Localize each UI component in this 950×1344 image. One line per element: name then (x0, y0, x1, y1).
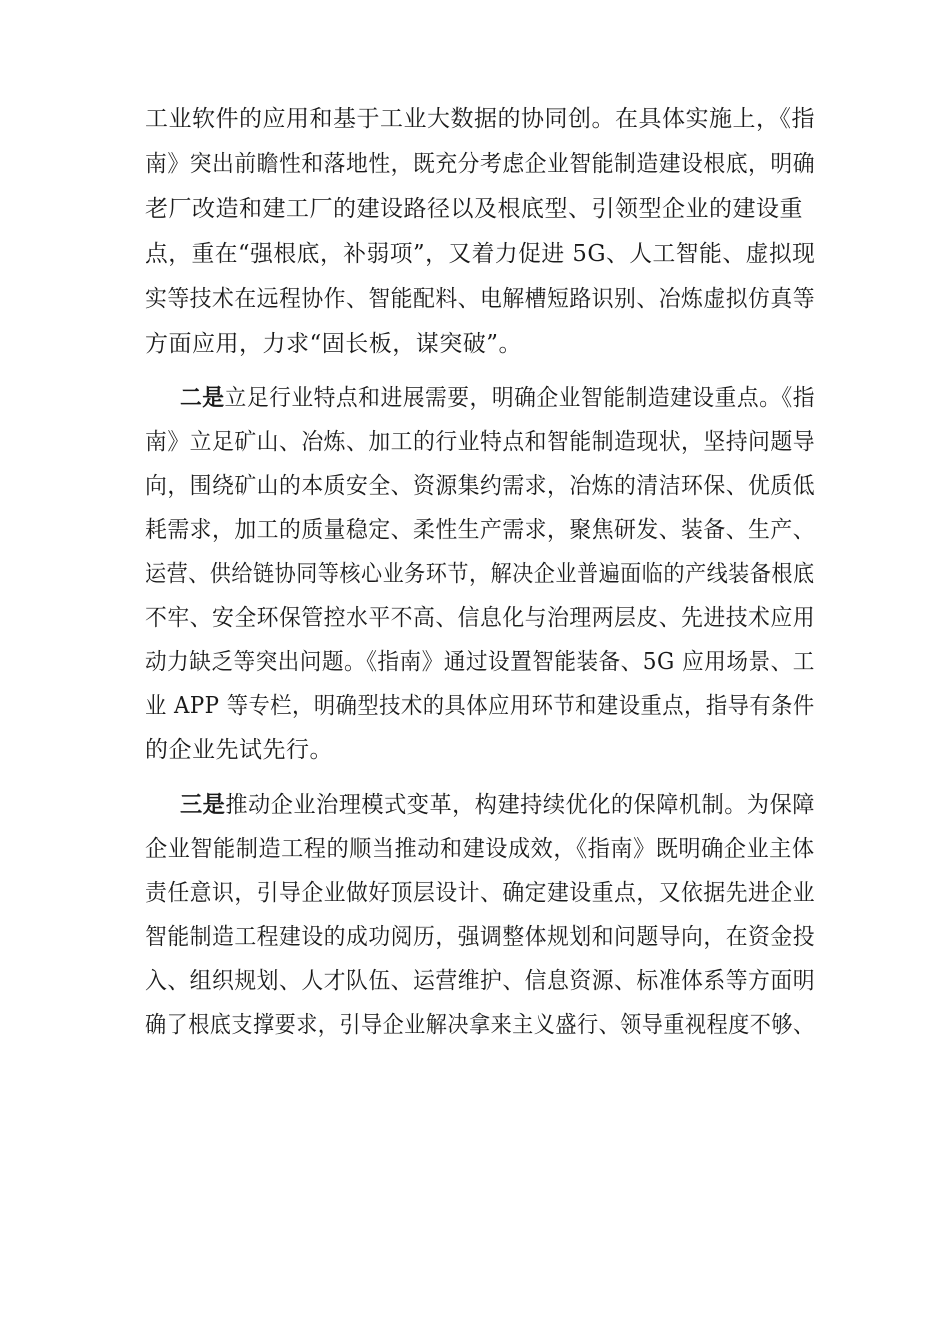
paragraph-2-line-4: 耗需求，加工的质量稳定、柔性生产需求，聚焦研发、装备、生产、 (145, 517, 816, 543)
paragraph-2-line-9: 的企业先试先行。 (145, 737, 333, 763)
paragraph-1-line-6: 方面应用，力求“固长板，谋突破”。 (145, 331, 523, 357)
paragraph-2-line-2: 南》立足矿山、冶炼、加工的行业特点和智能制造现状，坚持问题导 (145, 429, 816, 455)
paragraph-1-line-5: 实等技术在远程协作、智能配料、电解槽短路识别、冶炼虚拟仿真等 (145, 286, 816, 312)
paragraph-2-first-rest: 立足行业特点和进展需要，明确企业智能制造建设重点。《指 (224, 385, 816, 411)
paragraph-3-line-6: 确了根底支撑要求，引导企业解决拿来主义盛行、领导重视程度不够、 (145, 1012, 815, 1038)
paragraph-1-line-3: 老厂改造和建工厂的建设路径以及根底型、引领型企业的建设重 (145, 196, 803, 222)
paragraph-1-line-4: 点，重在“强根底，补弱项”，又着力促进 5G、人工智能、虚拟现 (145, 241, 816, 267)
paragraph-2-line-3: 向，围绕矿山的本质安全、资源集约需求，冶炼的清洁环保、优质低 (145, 473, 816, 499)
paragraph-3-lead: 三是 (180, 791, 226, 818)
paragraph-1-line-2: 南》突出前瞻性和落地性，既充分考虑企业智能制造建设根底，明确 (145, 151, 816, 177)
paragraph-3-line-5: 入、组织规划、人才队伍、运营维护、信息资源、标准体系等方面明 (145, 968, 816, 994)
paragraph-3-first-rest: 推动企业治理模式变革，构建持续优化的保障机制。为保障 (225, 792, 815, 818)
paragraph-2-lead: 二是 (180, 384, 225, 411)
paragraph-3-line-2: 企业智能制造工程的顺当推动和建设成效，《指南》既明确企业主体 (145, 836, 815, 862)
paragraph-3-line-1 (180, 790, 815, 820)
paragraph-3-line-3: 责任意识，引导企业做好顶层设计、确定建设重点，又依据先进企业 (145, 880, 816, 906)
paragraph-2-line-1 (180, 383, 815, 413)
paragraph-2-line-6: 不牢、安全环保管控水平不高、信息化与治理两层皮、先进技术应用 (145, 605, 816, 631)
paragraph-2-line-7: 动力缺乏等突出问题。《指南》通过设置智能装备、5G 应用场景、工 (145, 649, 815, 675)
paragraph-2-line-5: 运营、供给链协同等核心业务环节，解决企业普遍面临的产线装备根底 (145, 561, 815, 587)
paragraph-2-line-8: 业 APP 等专栏，明确型技术的具体应用环节和建设重点，指导有条件 (145, 693, 815, 719)
paragraph-3-line-4: 智能制造工程建设的成功阅历，强调整体规划和问题导向，在资金投 (145, 924, 816, 950)
paragraph-1-line-1: 工业软件的应用和基于工业大数据的协同创。在具体实施上，《指 (145, 106, 815, 132)
